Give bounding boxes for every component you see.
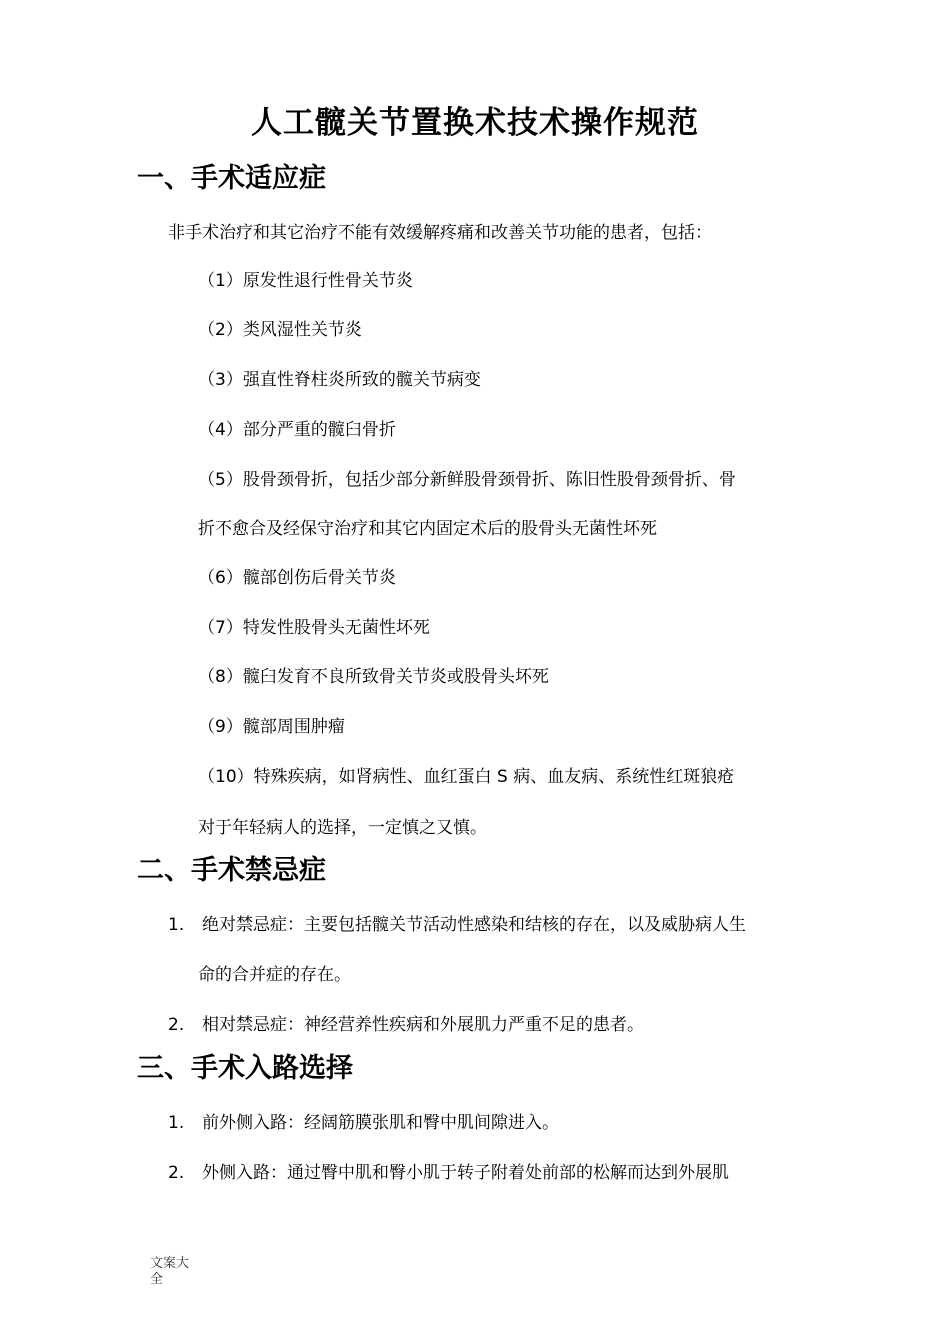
note-text: 对于年轻病人的选择，一定慎之又慎。 xyxy=(198,818,487,838)
list-item: （1）原发性退行性骨关节炎 xyxy=(198,271,413,291)
document-title: 人工髋关节置换术技术操作规范 xyxy=(251,105,699,141)
page-footer: 文案大全 xyxy=(150,1256,190,1287)
list-item: （8）髋臼发育不良所致骨关节炎或股骨头坏死 xyxy=(198,667,549,687)
list-item: （9）髋部周围肿瘤 xyxy=(198,717,345,737)
list-item-continuation: 命的合并症的存在。 xyxy=(198,965,351,985)
list-item: （6）髋部创伤后骨关节炎 xyxy=(198,568,396,588)
list-number: 2. xyxy=(168,1015,185,1035)
section-intro: 非手术治疗和其它治疗不能有效缓解疼痛和改善关节功能的患者，包括： xyxy=(168,223,712,243)
list-number: 1. xyxy=(168,1113,185,1133)
list-item: （10）特殊疾病，如肾病性、血红蛋白 S 病、血友病、系统性红斑狼疮 xyxy=(198,767,735,787)
section-heading-indications: 一、手术适应症 xyxy=(137,163,326,194)
list-item: 相对禁忌症：神经营养性疾病和外展肌力严重不足的患者。 xyxy=(202,1015,644,1035)
list-number: 2. xyxy=(168,1163,185,1183)
list-item: 前外侧入路：经阔筋膜张肌和臀中肌间隙进入。 xyxy=(202,1113,559,1133)
list-item: （5）股骨颈骨折，包括少部分新鲜股骨颈骨折、陈旧性股骨颈骨折、骨 xyxy=(198,470,736,490)
section-heading-contraindications: 二、手术禁忌症 xyxy=(137,855,326,886)
list-item: 外侧入路：通过臀中肌和臀小肌于转子附着处前部的松解而达到外展肌 xyxy=(202,1163,729,1183)
list-item: 绝对禁忌症：主要包括髋关节活动性感染和结核的存在，以及威胁病人生 xyxy=(202,915,746,935)
list-number: 1. xyxy=(168,915,185,935)
list-item: （7）特发性股骨头无菌性坏死 xyxy=(198,618,430,638)
list-item-continuation: 折不愈合及经保守治疗和其它内固定术后的股骨头无菌性坏死 xyxy=(198,519,657,539)
list-item: （2）类风湿性关节炎 xyxy=(198,320,362,340)
list-item: （4）部分严重的髋臼骨折 xyxy=(198,420,396,440)
section-heading-surgical-approach: 三、手术入路选择 xyxy=(137,1053,353,1084)
list-item: （3）强直性脊柱炎所致的髋关节病变 xyxy=(198,370,481,390)
